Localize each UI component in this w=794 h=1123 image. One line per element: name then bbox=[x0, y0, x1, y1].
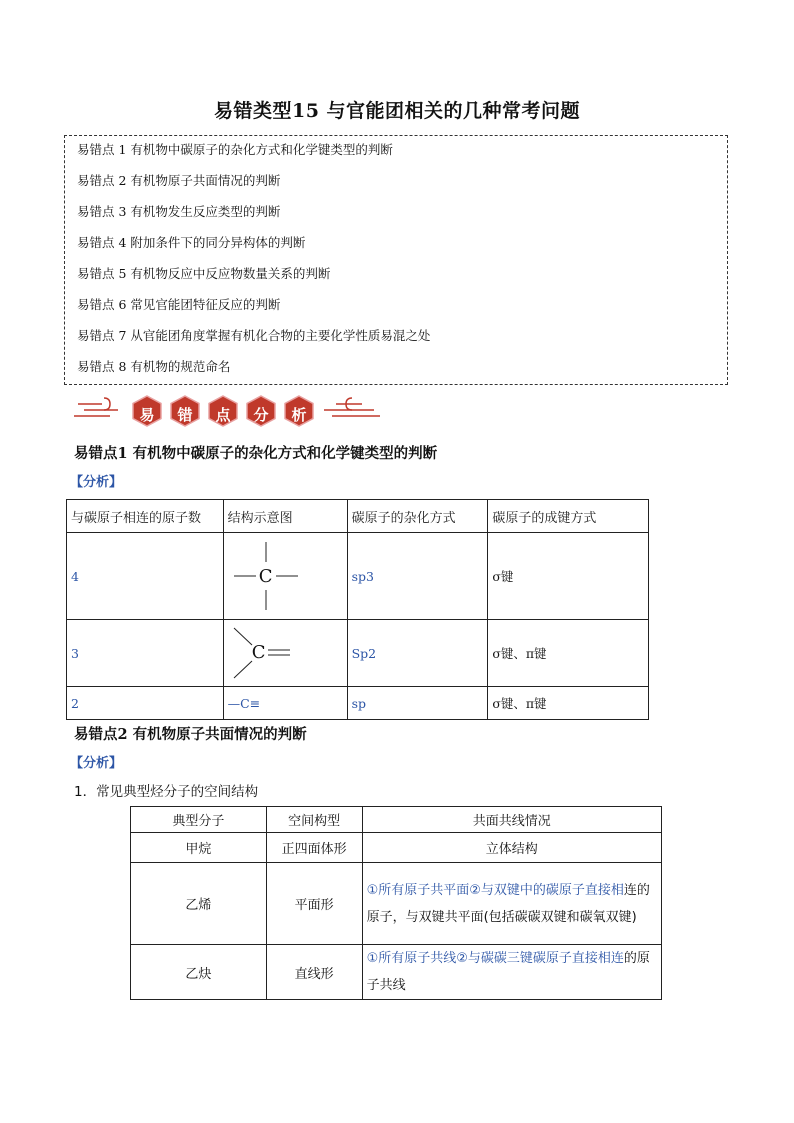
atom-count-cell: 2 bbox=[67, 687, 224, 720]
molecule-cell: 乙烯 bbox=[131, 863, 267, 945]
table-row bbox=[67, 620, 649, 687]
molecule-cell: 乙炔 bbox=[131, 945, 267, 1000]
summary-item: 易错点 2 有机物原子共面情况的判断 bbox=[77, 173, 281, 188]
analysis-tag: 【分析】 bbox=[70, 756, 123, 771]
table-header-row bbox=[67, 500, 649, 533]
banner-char: 分 bbox=[253, 406, 269, 424]
banner-char: 析 bbox=[291, 406, 307, 424]
structure-diagram-cell bbox=[223, 620, 347, 687]
description-cell: 立体结构 bbox=[362, 833, 661, 863]
table-header-cell: 典型分子 bbox=[131, 807, 267, 833]
bond-type-cell: σ键、π键 bbox=[488, 620, 649, 687]
table-row bbox=[131, 945, 662, 1000]
section2-heading: 易错点2 有机物原子共面情况的判断 bbox=[74, 726, 307, 743]
table-header-cell: 结构示意图 bbox=[223, 500, 347, 533]
table-row bbox=[67, 533, 649, 620]
page-title: 易错类型15 与官能团相关的几种常考问题 bbox=[213, 100, 581, 122]
section2-subheading: 1．常见典型烃分子的空间结构 bbox=[74, 784, 259, 800]
structure-diagram-cell bbox=[223, 533, 347, 620]
banner-char: 易 bbox=[139, 406, 155, 424]
atom-count-cell: 3 bbox=[67, 620, 224, 687]
hydrocarbon-structure-table bbox=[130, 806, 662, 1000]
hybrid-cell: Sp2 bbox=[347, 620, 488, 687]
molecule-cell: 甲烷 bbox=[131, 833, 267, 863]
summary-item: 易错点 4 附加条件下的同分异构体的判断 bbox=[77, 235, 306, 250]
banner-char: 点 bbox=[215, 406, 231, 424]
description-cell bbox=[362, 945, 661, 1000]
carbon-label: C bbox=[251, 642, 266, 663]
summary-box bbox=[64, 135, 728, 385]
shape-cell: 平面形 bbox=[266, 863, 362, 945]
description-text: 的原子共线 bbox=[366, 951, 650, 993]
banner-char: 错 bbox=[177, 406, 193, 424]
description-highlight: ①所有原子共平面②与双键中的碳原子直接相 bbox=[366, 882, 624, 898]
shape-cell: 正四面体形 bbox=[266, 833, 362, 863]
table-header-cell: 共面共线情况 bbox=[362, 807, 661, 833]
bond-type-cell: σ键、π键 bbox=[488, 687, 649, 720]
banner-hex-icon bbox=[170, 395, 200, 427]
sp3-structure-diagram bbox=[228, 536, 342, 616]
summary-item: 易错点 1 有机物中碳原子的杂化方式和化学键类型的判断 bbox=[77, 142, 393, 157]
summary-item: 易错点 6 常见官能团特征反应的判断 bbox=[77, 297, 281, 312]
table-header-row bbox=[131, 807, 662, 833]
table-row bbox=[131, 833, 662, 863]
atom-count-cell: 4 bbox=[67, 533, 224, 620]
shape-cell: 直线形 bbox=[266, 945, 362, 1000]
table-header-cell: 空间构型 bbox=[266, 807, 362, 833]
hybrid-cell: sp bbox=[347, 687, 488, 720]
sp3-bonds-icon bbox=[228, 536, 342, 616]
banner-hex-icon bbox=[284, 395, 314, 427]
banner-hex-icon bbox=[208, 395, 238, 427]
banner-hex-icon bbox=[132, 395, 162, 427]
carbon-label: C bbox=[258, 566, 273, 587]
table-header-cell: 与碳原子相连的原子数 bbox=[67, 500, 224, 533]
bond-type-cell: σ键 bbox=[488, 533, 649, 620]
description-text: 连的原子，与双键共平面(包括碳碳双键和碳氧双键) bbox=[366, 882, 650, 925]
table-row bbox=[67, 687, 649, 720]
summary-item: 易错点 3 有机物发生反应类型的判断 bbox=[77, 204, 281, 219]
sp2-bonds-icon bbox=[228, 622, 342, 684]
section1-heading: 易错点1 有机物中碳原子的杂化方式和化学键类型的判断 bbox=[74, 445, 438, 462]
structure-text-cell: —C≡ bbox=[223, 687, 347, 720]
section-banner bbox=[74, 390, 384, 430]
summary-item: 易错点 5 有机物反应中反应物数量关系的判断 bbox=[77, 266, 331, 281]
hybrid-cell: sp3 bbox=[347, 533, 488, 620]
hybridization-table bbox=[66, 499, 649, 720]
table-header-cell: 碳原子的杂化方式 bbox=[347, 500, 488, 533]
description-cell bbox=[362, 863, 661, 945]
sp2-structure-diagram bbox=[228, 622, 342, 684]
summary-item: 易错点 8 有机物的规范命名 bbox=[77, 359, 231, 374]
banner-hex-icon bbox=[246, 395, 276, 427]
summary-item: 易错点 7 从官能团角度掌握有机化合物的主要化学性质易混之处 bbox=[77, 328, 431, 343]
table-header-cell: 碳原子的成键方式 bbox=[488, 500, 649, 533]
analysis-tag: 【分析】 bbox=[70, 475, 123, 490]
table-row bbox=[131, 863, 662, 945]
description-highlight: ①所有原子共线②与碳碳三键碳原子直接相连 bbox=[366, 951, 624, 966]
